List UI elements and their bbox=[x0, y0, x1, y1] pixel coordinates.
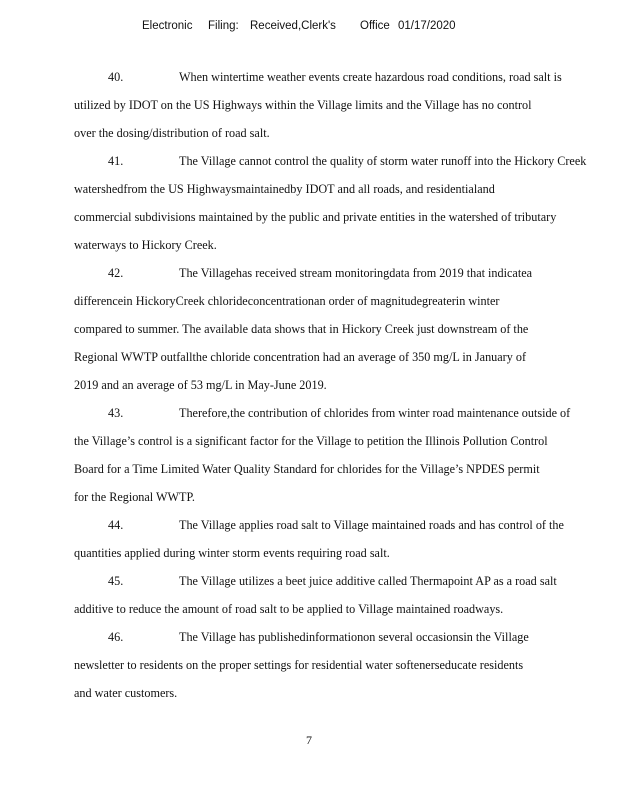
paragraph-line: commercial subdivisions maintained by the public and private entities in the watershed of tributary bbox=[74, 210, 557, 224]
paragraph-number: 44. bbox=[108, 518, 124, 532]
paragraph-line: The Village applies road salt to Village maintained roads and has control of the bbox=[179, 518, 564, 532]
paragraph-line: over the dosing/distribution of road salt. bbox=[74, 126, 270, 140]
paragraph-number: 46. bbox=[108, 630, 124, 644]
filing-header bbox=[0, 20, 618, 38]
paragraph-line: The Village utilizes a beet juice additive called Thermapoint AP as a road salt bbox=[179, 574, 557, 588]
paragraph-41 bbox=[74, 147, 614, 259]
paragraph-line: additive to reduce the amount of road salt to be applied to Village maintained roadways. bbox=[74, 602, 504, 616]
paragraph-line: The Village cannot control the quality of storm water runoff into the Hickory Creek bbox=[179, 154, 587, 168]
paragraph-line: quantities applied during winter storm events requiring road salt. bbox=[74, 546, 390, 560]
paragraph-43 bbox=[74, 399, 614, 511]
paragraph-line: When wintertime weather events create hazardous road conditions, road salt is bbox=[179, 70, 562, 84]
header-date: 01/17/2020 bbox=[398, 20, 456, 32]
paragraph-line: The Village has publishedinformationon several occasionsin the Village bbox=[179, 630, 529, 644]
paragraph-line: for the Regional WWTP. bbox=[74, 490, 195, 504]
paragraph-line: watershedfrom the US Highwaysmaintainedby IDOT and all roads, and residentialand bbox=[74, 182, 495, 196]
paragraph-line: and water customers. bbox=[74, 686, 178, 700]
paragraph-line: utilized by IDOT on the US Highways within the Village limits and the Village has no control bbox=[74, 98, 532, 112]
header-received: Received,Clerk's bbox=[250, 20, 336, 32]
paragraph-line: The Villagehas received stream monitoringdata from 2019 that indicatea bbox=[179, 266, 533, 280]
paragraph-line: Regional WWTP outfallthe chloride concentration had an average of 350 mg/L in January of bbox=[74, 350, 527, 364]
paragraph-40 bbox=[74, 63, 614, 147]
header-filing: Filing: bbox=[208, 20, 239, 32]
paragraph-line: compared to summer. The available data shows that in Hickory Creek just downstream of the bbox=[74, 322, 529, 336]
paragraph-number: 45. bbox=[108, 574, 124, 588]
paragraph-line: Board for a Time Limited Water Quality Standard for chlorides for the Village’s NPDES permit bbox=[74, 462, 540, 476]
paragraph-44 bbox=[74, 511, 614, 567]
paragraph-45 bbox=[74, 567, 614, 623]
paragraph-number: 40. bbox=[108, 70, 124, 84]
paragraph-line: 2019 and an average of 53 mg/L in May-June 2019. bbox=[74, 378, 327, 392]
paragraph-number: 42. bbox=[108, 266, 124, 280]
paragraph-number: 41. bbox=[108, 154, 124, 168]
page-number: 7 bbox=[306, 733, 312, 747]
paragraph-line: the Village’s control is a significant factor for the Village to petition the Illinois Pollution Control bbox=[74, 434, 548, 448]
paragraph-line: differencein HickoryCreek chlorideconcentrationan order of magnitudegreaterin winter bbox=[74, 294, 500, 308]
paragraph-46 bbox=[74, 623, 614, 707]
paragraph-number: 43. bbox=[108, 406, 124, 420]
paragraph-line: waterways to Hickory Creek. bbox=[74, 238, 217, 252]
paragraph-line: newsletter to residents on the proper settings for residential water softenerseducate residents bbox=[74, 658, 524, 672]
paragraph-line: Therefore,the contribution of chlorides from winter road maintenance outside of bbox=[179, 406, 571, 420]
paragraph-42 bbox=[74, 259, 614, 399]
header-office: Office bbox=[360, 20, 390, 32]
header-electronic: Electronic bbox=[142, 20, 193, 32]
